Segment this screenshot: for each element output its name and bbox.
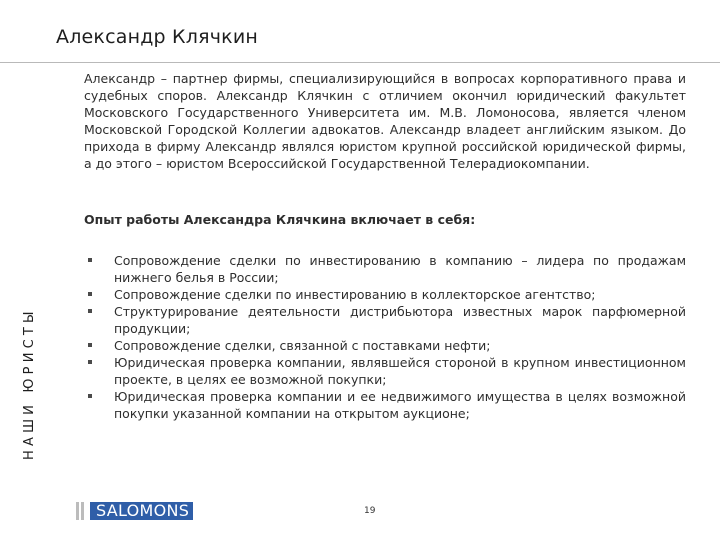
bullet-icon: [88, 360, 92, 364]
experience-item-text: Сопровождение сделки, связанной с поставками нефти;: [114, 338, 491, 353]
experience-item-text: Сопровождение сделки по инвестированию в коллекторское агентство;: [114, 287, 596, 302]
experience-item: [84, 303, 686, 337]
page-title: Александр Клячкин: [56, 26, 258, 48]
experience-item: [84, 286, 686, 303]
experience-item: [84, 388, 686, 422]
bullet-icon: [88, 394, 92, 398]
bullet-icon: [88, 309, 92, 313]
logo-stripes-icon: [76, 502, 86, 520]
experience-item-text: Структурирование деятельности дистрибьютора известных марок парфюмерной продукции;: [114, 304, 686, 336]
header-divider: [0, 62, 720, 63]
salomons-logo: [76, 502, 193, 520]
logo-wordmark: SALOMONS: [90, 502, 193, 520]
experience-item-text: Юридическая проверка компании, являвшейся стороной в крупном инвестиционном проекте, в целях ее возможной покупки;: [114, 355, 686, 387]
section-side-label: НАШИ ЮРИСТЫ: [22, 307, 37, 460]
experience-item-text: Юридическая проверка компании и ее недвижимого имущества в целях возможной покупки указанной компании на открытом аукционе;: [114, 389, 686, 421]
experience-item: [84, 337, 686, 354]
page-number: 19: [364, 506, 376, 516]
experience-item: [84, 252, 686, 286]
bullet-icon: [88, 258, 92, 262]
experience-heading: Опыт работы Александра Клячкина включает в себя:: [84, 212, 476, 227]
bullet-icon: [88, 292, 92, 296]
experience-item: [84, 354, 686, 388]
experience-list: [84, 252, 686, 422]
experience-item-text: Сопровождение сделки по инвестированию в компанию – лидера по продажам нижнего белья в России;: [114, 253, 686, 285]
bullet-icon: [88, 343, 92, 347]
biography-paragraph: Александр – партнер фирмы, специализирующийся в вопросах корпоративного права и судебных споров. Александр Клячкин с отличием окончил юридический факультет Московского Государственного Университета им. М.В. Ломоносова, является членом Московской Городской Коллегии адвокатов. Александр владеет английским языком. До прихода в фирму Александр являлся юристом крупной российской юридической фирмы, а до этого – юристом Всероссийской Государственной Телерадиокомпании.: [84, 71, 686, 171]
